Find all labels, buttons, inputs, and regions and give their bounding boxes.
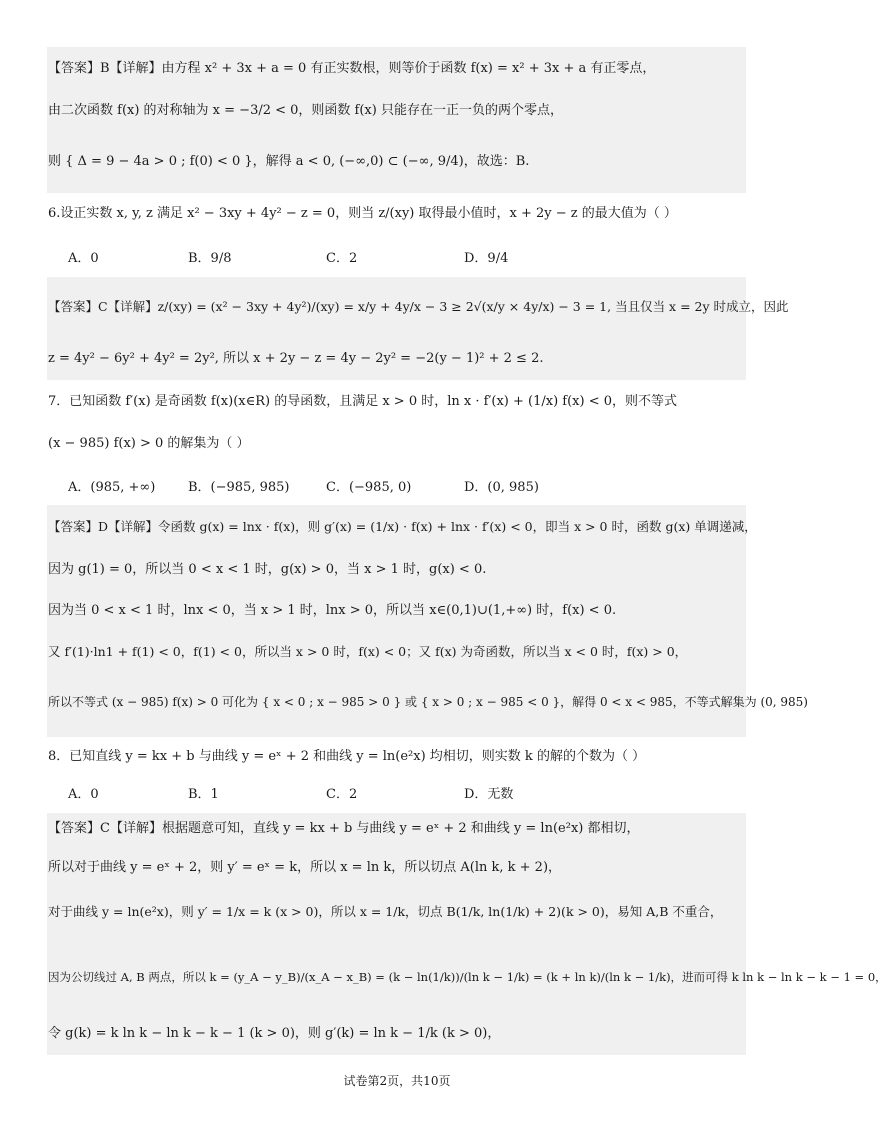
answer-q5-line-1: 【答案】B【详解】由方程 x² + 3x + a = 0 有正实数根，则等价于函数 f(x) = x² + 3x + a 有正零点， <box>48 61 656 76</box>
answer-q7-line-4: 又 f′(1)·ln1 + f(1) < 0，f(1) < 0，所以当 x > 0 时，f(x) < 0；又 f(x) 为奇函数，所以当 x < 0 时，f(x) > 0， <box>48 644 688 659</box>
answer-q8-line-1: 【答案】C【详解】根据题意可知，直线 y = kx + b 与曲线 y = eˣ + 2 和曲线 y = ln(e²x) 都相切， <box>48 821 640 836</box>
answer-q8-line-3: 对于曲线 y = ln(e²x)，则 y′ = 1/x = k (x > 0)，所以 x = 1/k，切点 B(1/k, ln(1/k) + 2)(k > 0)，易知 A,B 不重合， <box>48 904 723 919</box>
question-6-option-b: B．9/8 <box>188 251 232 266</box>
answer-q7-line-5: 所以不等式 (x − 985) f(x) > 0 可化为 { x < 0 ; x − 985 > 0 } 或 { x > 0 ; x − 985 < 0 }，解得 0 < x < 985，不等式解集为 (0, 985) <box>48 695 808 709</box>
question-6-stem: 6.设正实数 x, y, z 满足 x² − 3xy + 4y² − z = 0，则当 z/(xy) 取得最小值时，x + 2y − z 的最大值为（ ） <box>48 206 677 221</box>
answer-q6-line-2: z = 4y² − 6y² + 4y² = 2y², 所以 x + 2y − z = 4y − 2y² = −2(y − 1)² + 2 ≤ 2. <box>48 351 544 366</box>
question-8-stem: 8．已知直线 y = kx + b 与曲线 y = eˣ + 2 和曲线 y = ln(e²x) 均相切，则实数 k 的解的个数为（ ） <box>48 749 646 764</box>
question-8-option-b: B．1 <box>188 787 219 802</box>
question-7-option-c: C．(−985, 0) <box>326 480 412 495</box>
answer-q7-line-1: 【答案】D【详解】令函数 g(x) = lnx · f(x)，则 g′(x) = (1/x) · f(x) + lnx · f′(x) < 0，即当 x > 0 时，函数 g(x) 单调递减， <box>48 519 757 534</box>
answer-q8-line-5: 令 g(k) = k ln k − ln k − k − 1 (k > 0)，则 g′(k) = ln k − 1/k (k > 0)， <box>48 1026 501 1041</box>
question-8-option-c: C．2 <box>326 787 358 802</box>
answer-q8-line-4: 因为公切线过 A, B 两点，所以 k = (y_A − y_B)/(x_A − x_B) = (k − ln(1/k))/(ln k − 1/k) = (k + ln k)/(ln k − 1/k)，进而可得 k ln k − ln k − k − 1 = 0， <box>48 970 887 984</box>
question-6-option-c: C．2 <box>326 251 358 266</box>
question-7-option-b: B．(−985, 985) <box>188 480 290 495</box>
question-8-option-a: A．0 <box>68 787 99 802</box>
answer-q7-line-3: 因为当 0 < x < 1 时，lnx < 0，当 x > 1 时，lnx > 0，所以当 x∈(0,1)∪(1,+∞) 时，f(x) < 0. <box>48 603 617 618</box>
page-footer: 试卷第2页，共10页 <box>343 1074 451 1088</box>
answer-q6-line-1: 【答案】C【详解】z/(xy) = (x² − 3xy + 4y²)/(xy) = x/y + 4y/x − 3 ≥ 2√(x/y × 4y/x) − 3 = 1, 当且仅当 x = 2y 时成立，因此 <box>48 299 789 314</box>
question-7-option-d: D．(0, 985) <box>464 480 539 495</box>
answer-q7-line-2: 因为 g(1) = 0，所以当 0 < x < 1 时，g(x) > 0，当 x > 1 时，g(x) < 0. <box>48 562 487 577</box>
question-7-stem-line-2: (x − 985) f(x) > 0 的解集为（ ） <box>48 436 250 451</box>
answer-q8-line-2: 所以对于曲线 y = eˣ + 2，则 y′ = eˣ = k，所以 x = ln k，所以切点 A(ln k, k + 2)， <box>48 860 562 875</box>
question-6-option-d: D．9/4 <box>464 251 509 266</box>
answer-q5-line-2: 由二次函数 f(x) 的对称轴为 x = −3/2 < 0，则函数 f(x) 只能存在一正一负的两个零点， <box>48 103 563 118</box>
question-8-option-d: D．无数 <box>464 787 514 802</box>
question-7-option-a: A．(985, +∞) <box>68 480 156 495</box>
question-6-option-a: A．0 <box>68 251 99 266</box>
question-7-stem-line-1: 7．已知函数 f′(x) 是奇函数 f(x)(x∈R) 的导函数，且满足 x > 0 时，ln x · f′(x) + (1/x) f(x) < 0，则不等式 <box>48 394 677 409</box>
answer-block-q8 <box>47 813 746 1055</box>
answer-q5-line-3: 则 { Δ = 9 − 4a > 0 ; f(0) < 0 }，解得 a < 0, (−∞,0) ⊂ (−∞, 9/4)，故选：B. <box>48 154 530 169</box>
